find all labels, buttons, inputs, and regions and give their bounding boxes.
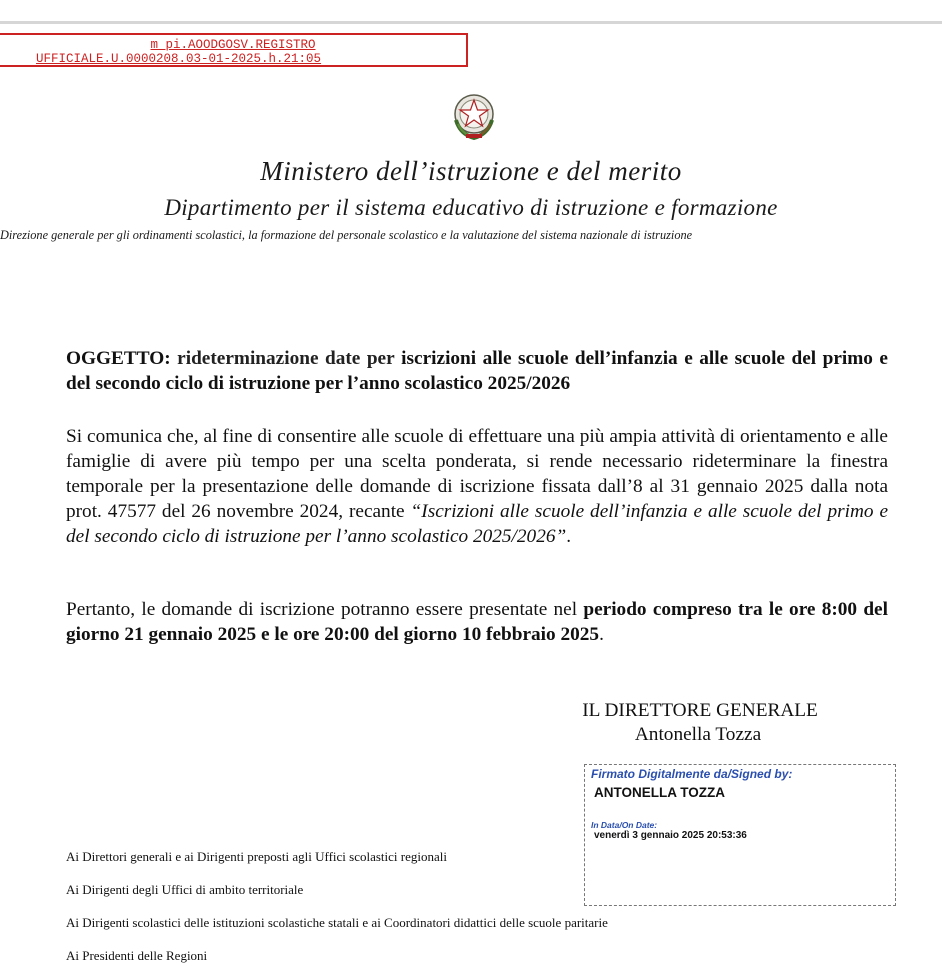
paragraph-1-quote: “Iscrizioni alle scuole dell’infanzia e alle scuole del primo e del secondo ciclo di istruzione per l’anno scolastico 2025/2026” <box>66 501 888 547</box>
top-divider <box>0 21 942 24</box>
subject-part-1: rideterminazione date per <box>177 348 395 369</box>
paragraph-1-text: Si comunica che, al fine di consentire alle scuole di effettuare una più ampia attività di orientamento e alle famiglie di avere più tempo per una scelta ponderata, si rende necessario rideterminare la finestra temporale per la presentazione delle domande di iscrizione fissata dall’8 al 31 gennaio 2025 dalla nota prot. 47577 del 26 novembre 2024, recante <box>66 426 888 522</box>
signer-name: ANTONELLA TOZZA <box>594 785 725 800</box>
subject-paragraph <box>66 346 888 396</box>
ministry-title: Ministero dell’istruzione e del merito <box>260 156 682 186</box>
sign-date: venerdì 3 gennaio 2025 20:53:36 <box>594 830 747 841</box>
body-paragraph-1 <box>66 424 888 549</box>
paragraph-1-end: . <box>566 526 572 547</box>
paragraph-2-end: . <box>599 624 604 645</box>
department-title: Dipartimento per il sistema educativo di istruzione e formazione <box>164 195 778 220</box>
digital-signature-box <box>584 764 896 906</box>
signature-title: IL DIRETTORE GENERALE <box>582 700 818 721</box>
stamp-line-2: UFFICIALE.U.0000208.03-01-2025.h.21:05 <box>36 52 322 66</box>
recipient-line: Ai Presidenti delle Regioni <box>66 948 208 963</box>
stamp-line-1: m_pi.AOODGOSV.REGISTRO <box>150 38 316 52</box>
paragraph-2-text: Pertanto, le domande di iscrizione potranno essere presentate nel <box>66 599 584 620</box>
body-paragraph-2 <box>66 597 888 647</box>
signature-name: Antonella Tozza <box>634 724 762 745</box>
sign-date-label: In Data/On Date: <box>591 820 658 830</box>
recipient-line: Ai Dirigenti degli Uffici di ambito territoriale <box>66 882 304 897</box>
paragraph-2-period: periodo compreso tra le ore 8:00 del giorno 21 gennaio 2025 e le ore 20:00 del giorno 10 febbraio 2025 <box>66 599 888 645</box>
recipient-line: Ai Dirigenti scolastici delle istituzioni scolastiche statali e ai Coordinatori didattici delle scuole paritarie <box>66 915 608 930</box>
protocol-stamp <box>0 33 468 67</box>
subject-part-2: iscrizioni alle scuole dell’infanzia e alle scuole del primo e del secondo ciclo di istruzione per l’anno scolastico 2025/2026 <box>66 348 888 394</box>
signed-by-label: Firmato Digitalmente da/Signed by: <box>591 767 793 781</box>
subject-label: OGGETTO: <box>66 348 171 369</box>
italian-republic-emblem-icon <box>450 90 498 142</box>
directorate-title: Direzione generale per gli ordinamenti scolastici, la formazione del personale scolastico e la valutazione del sistema nazionale di istruzione <box>0 228 693 242</box>
recipient-line: Ai Direttori generali e ai Dirigenti preposti agli Uffici scolastici regionali <box>66 849 447 864</box>
